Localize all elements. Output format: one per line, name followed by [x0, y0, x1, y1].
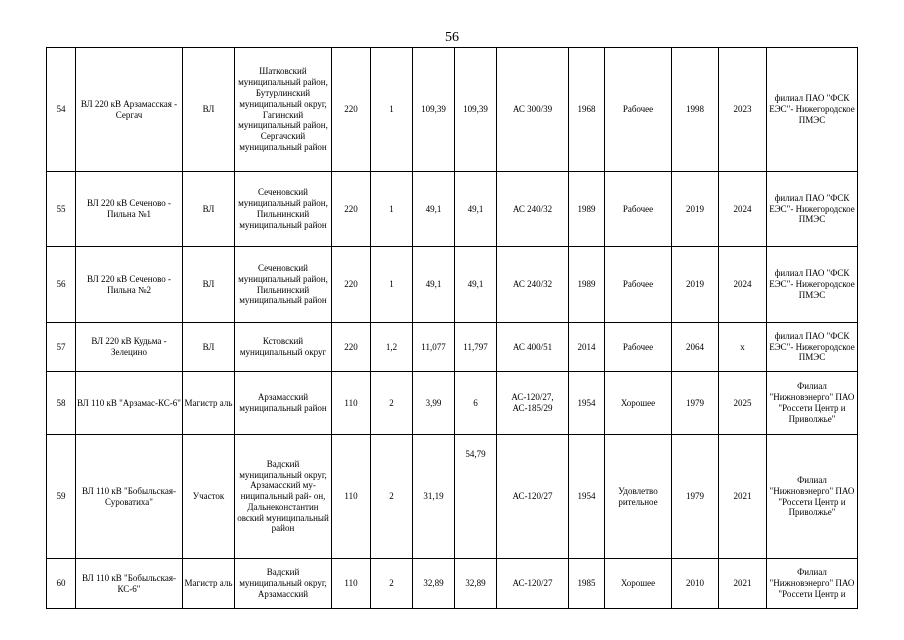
line-name: ВЛ 110 кВ "Бобыльская- Суроватиха" [76, 435, 183, 559]
wire-brand: АС 240/32 [497, 247, 569, 323]
voltage: 110 [332, 372, 371, 435]
line-type: Участок [183, 435, 235, 559]
planned-year: 2025 [719, 372, 767, 435]
table-row [47, 559, 858, 609]
line-name: ВЛ 220 кВ Сеченово - Пильна №1 [76, 172, 183, 247]
line-name: ВЛ 110 кВ "Бобыльская-КС-6" [76, 559, 183, 609]
owner: Филиал "Нижновэнерго" ПАО "Россети Центр и Приволжье" [767, 372, 858, 435]
row-number: 59 [47, 435, 76, 559]
commission-year: 1968 [569, 48, 605, 172]
territory: Шатковский муниципальный район, Бутурлинский муниципальный округ, Гагинский муниципальный район, Сергачский муниципальный район [235, 48, 332, 172]
condition: Рабочее [605, 172, 672, 247]
line-type: Магистр аль [183, 372, 235, 435]
circuits: 1 [371, 247, 413, 323]
repair-year: 1998 [672, 48, 719, 172]
page-number: 56 [445, 30, 459, 45]
planned-year: 2024 [719, 247, 767, 323]
voltage: 220 [332, 323, 371, 372]
line-name: ВЛ 110 кВ "Арзамас-КС-6" [76, 372, 183, 435]
table-row [47, 247, 858, 323]
owner: филиал ПАО "ФСК ЕЭС"- Нижегородское ПМЭС [767, 172, 858, 247]
commission-year: 1985 [569, 559, 605, 609]
length-route: 49,1 [413, 172, 455, 247]
circuits: 2 [371, 559, 413, 609]
owner: филиал ПАО "ФСК ЕЭС"- Нижегородское ПМЭС [767, 48, 858, 172]
length-circuit: 32,89 [455, 559, 497, 609]
table-row [47, 372, 858, 435]
repair-year: 2010 [672, 559, 719, 609]
planned-year: 2024 [719, 172, 767, 247]
repair-year: 1979 [672, 372, 719, 435]
circuits: 2 [371, 372, 413, 435]
circuits: 2 [371, 435, 413, 559]
wire-brand: АС 240/32 [497, 172, 569, 247]
table-row [47, 323, 858, 372]
line-name: ВЛ 220 кВ Сеченово - Пильна №2 [76, 247, 183, 323]
planned-year: 2021 [719, 435, 767, 559]
planned-year: 2021 [719, 559, 767, 609]
table-row [47, 48, 858, 172]
length-route: 11,077 [413, 323, 455, 372]
length-route: 31,19 [413, 435, 455, 559]
commission-year: 1954 [569, 372, 605, 435]
line-type: ВЛ [183, 247, 235, 323]
length-route: 109,39 [413, 48, 455, 172]
planned-year: х [719, 323, 767, 372]
length-circuit: 49,1 [455, 172, 497, 247]
territory: Вадский муниципальный округ, Арзамасский [235, 559, 332, 609]
territory: Сеченовский муниципальный район, Пильнинский муниципальный район [235, 172, 332, 247]
condition: Удовлетво рительное [605, 435, 672, 559]
condition: Рабочее [605, 323, 672, 372]
length-circuit [455, 435, 497, 559]
row-number: 54 [47, 48, 76, 172]
wire-brand: АС-120/27 [497, 435, 569, 559]
repair-year: 1979 [672, 435, 719, 559]
table-row [47, 172, 858, 247]
voltage: 110 [332, 435, 371, 559]
condition: Хорошее [605, 559, 672, 609]
repair-year: 2019 [672, 172, 719, 247]
table-row [47, 435, 858, 559]
condition: Рабочее [605, 48, 672, 172]
wire-brand: АС-120/27 [497, 559, 569, 609]
condition: Хорошее [605, 372, 672, 435]
length-circuit-value: 54,79 [465, 449, 486, 459]
length-circuit: 6 [455, 372, 497, 435]
row-number: 57 [47, 323, 76, 372]
repair-year: 2019 [672, 247, 719, 323]
wire-brand: АС 400/51 [497, 323, 569, 372]
line-type: ВЛ [183, 172, 235, 247]
owner: Филиал "Нижновэнерго" ПАО "Россети Центр и Приволжье" [767, 435, 858, 559]
length-circuit: 109,39 [455, 48, 497, 172]
voltage: 110 [332, 559, 371, 609]
voltage: 220 [332, 247, 371, 323]
line-type: ВЛ [183, 323, 235, 372]
row-number: 56 [47, 247, 76, 323]
row-number: 58 [47, 372, 76, 435]
voltage: 220 [332, 172, 371, 247]
length-route: 32,89 [413, 559, 455, 609]
commission-year: 2014 [569, 323, 605, 372]
length-route: 49,1 [413, 247, 455, 323]
circuits: 1 [371, 172, 413, 247]
condition: Рабочее [605, 247, 672, 323]
owner: Филиал "Нижновэнерго" ПАО "Россети Центр и [767, 559, 858, 609]
owner: филиал ПАО "ФСК ЕЭС"- Нижегородское ПМЭС [767, 323, 858, 372]
length-circuit: 11,797 [455, 323, 497, 372]
power-lines-table [46, 47, 858, 609]
row-number: 60 [47, 559, 76, 609]
line-name: ВЛ 220 кВ Арзамасская - Сергач [76, 48, 183, 172]
wire-brand: АС-120/27, АС-185/29 [497, 372, 569, 435]
length-route: 3,99 [413, 372, 455, 435]
line-type: Магистр аль [183, 559, 235, 609]
circuits: 1 [371, 48, 413, 172]
commission-year: 1989 [569, 247, 605, 323]
commission-year: 1989 [569, 172, 605, 247]
voltage: 220 [332, 48, 371, 172]
circuits: 1,2 [371, 323, 413, 372]
row-number: 55 [47, 172, 76, 247]
territory: Вадский муниципальный округ, Арзамасский му- ниципальный рай- он, Дальнеконстантин овский муниципальный район [235, 435, 332, 559]
owner: филиал ПАО "ФСК ЕЭС"- Нижегородское ПМЭС [767, 247, 858, 323]
repair-year: 2064 [672, 323, 719, 372]
territory: Кстовский муниципальный округ [235, 323, 332, 372]
commission-year: 1954 [569, 435, 605, 559]
territory: Сеченовский муниципальный район, Пильнинский муниципальный район [235, 247, 332, 323]
territory: Арзамасский муниципальный район [235, 372, 332, 435]
planned-year: 2023 [719, 48, 767, 172]
length-circuit: 49,1 [455, 247, 497, 323]
line-type: ВЛ [183, 48, 235, 172]
wire-brand: АС 300/39 [497, 48, 569, 172]
line-name: ВЛ 220 кВ Кудьма - Зелецино [76, 323, 183, 372]
